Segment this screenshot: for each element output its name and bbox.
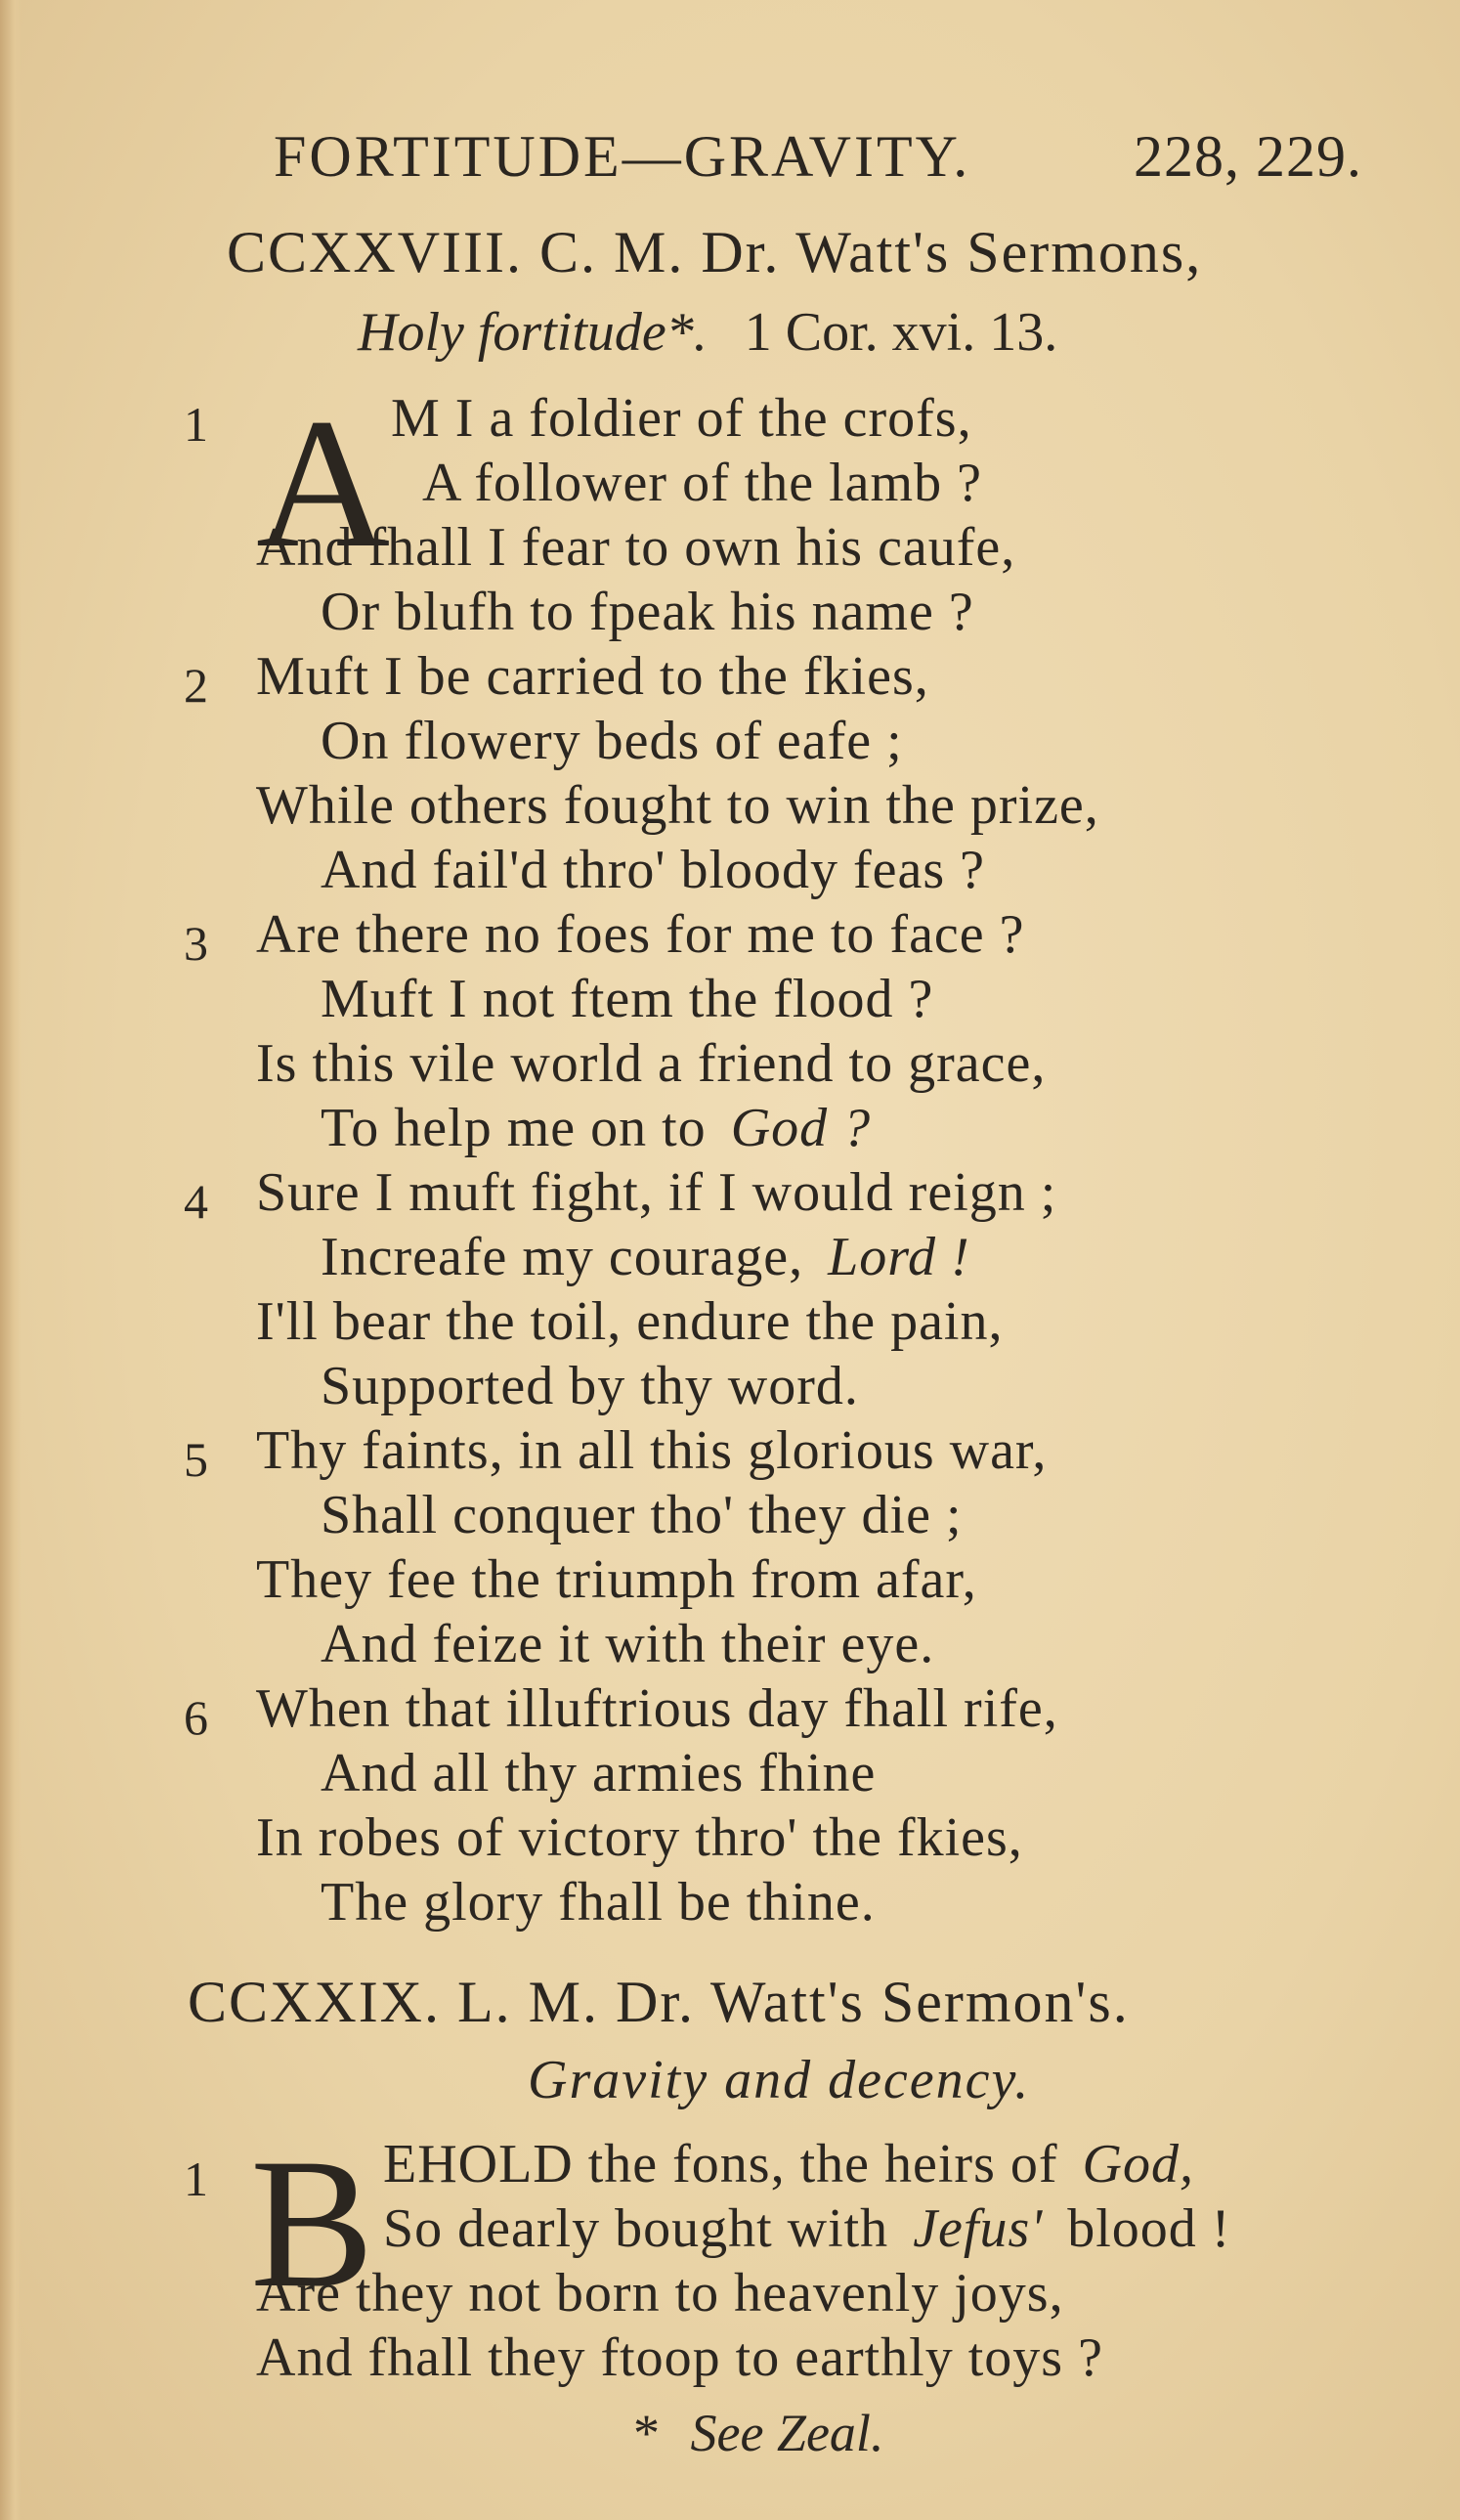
verse-line: And fail'd thro' bloody feas ? [321, 840, 986, 900]
footnote [633, 2404, 884, 2462]
verse-line: I'll bear the toil, endure the pain, [256, 1291, 1004, 1352]
verse-line: Supported by thy word. [321, 1356, 859, 1416]
running-head: FORTITUDE—GRAVITY. [274, 124, 971, 189]
italic-word: God ? [730, 1098, 872, 1158]
subtitle-text: Holy fortitude*. [358, 302, 708, 363]
verse-line: A follower of the lamb ? [422, 453, 982, 513]
verse-text: So dearly bought with [383, 2198, 889, 2259]
italic-word: God, [1082, 2134, 1194, 2194]
verse-line: And fhall I fear to own his caufe, [256, 517, 1016, 578]
verse-number: 3 [184, 916, 208, 971]
verse-number: 2 [184, 658, 208, 713]
verse-line: Or blufh to fpeak his name ? [321, 582, 974, 642]
verse-line [321, 1227, 970, 1287]
verse-line: In robes of victory thro' the fkies, [256, 1807, 1023, 1868]
hymn-heading: CCXXIX. L. M. Dr. Watt's Sermon's. [188, 1970, 1130, 2034]
verse-number: 1 [184, 2151, 208, 2206]
verse-line: M I a foldier of the crofs, [391, 388, 972, 449]
verse-text: To help me on to [321, 1098, 707, 1158]
page-edge-shadow [0, 0, 21, 2520]
page-numbers: 228, 229. [1134, 124, 1362, 189]
drop-cap: B [250, 2121, 374, 2326]
verse-line: Is this vile world a friend to grace, [256, 1033, 1047, 1094]
verse-line [383, 2134, 1194, 2194]
verse-text: Increafe my courage, [321, 1227, 804, 1287]
verse-line: While others fought to win the prize, [256, 775, 1099, 836]
verse-line: Shall conquer tho' they die ; [321, 1485, 963, 1545]
scripture-reference: 1 Cor. xvi. 13. [744, 302, 1058, 363]
verse-line: And fhall they ftoop to earthly toys ? [256, 2327, 1103, 2388]
verse-text: blood ! [1067, 2198, 1231, 2259]
footnote-mark: * [633, 2404, 660, 2462]
verse-line: Muft I not ftem the flood ? [321, 969, 934, 1029]
italic-word: Jefus' [913, 2198, 1044, 2259]
hymn-subtitle [358, 302, 1058, 363]
hymn-heading: CCXXVIII. C. M. Dr. Watt's Sermons, [227, 220, 1203, 284]
verse-line: Are they not born to heavenly joys, [256, 2263, 1064, 2324]
footnote-text: See Zeal. [690, 2404, 884, 2462]
verse-number: 4 [184, 1174, 208, 1229]
verse-line: The glory fhall be thine. [321, 1872, 876, 1933]
verse-line: Muft I be carried to the fkies, [256, 646, 929, 707]
hymn-subtitle: Gravity and decency. [528, 2050, 1031, 2110]
verse-line: Are there no foes for me to face ? [256, 904, 1025, 965]
verse-number: 5 [184, 1432, 208, 1487]
verse-line [383, 2198, 1231, 2259]
verse-line: And all thy armies fhine [321, 1743, 877, 1803]
verse-number: 6 [184, 1690, 208, 1745]
drop-cap: A [256, 381, 391, 587]
verse-text: EHOLD the fons, the heirs of [383, 2134, 1058, 2194]
verse-line: When that illuftrious day fhall rife, [256, 1678, 1058, 1739]
verse-line: Sure I muft fight, if I would reign ; [256, 1162, 1057, 1223]
verse-number: 1 [184, 397, 208, 452]
verse-line: They fee the triumph from afar, [256, 1549, 977, 1610]
verse-line: And feize it with their eye. [321, 1614, 935, 1674]
verse-line: Thy faints, in all this glorious war, [256, 1420, 1048, 1481]
verse-line: On flowery beds of eafe ; [321, 711, 903, 771]
italic-word: Lord ! [828, 1227, 970, 1287]
verse-line [321, 1098, 872, 1158]
